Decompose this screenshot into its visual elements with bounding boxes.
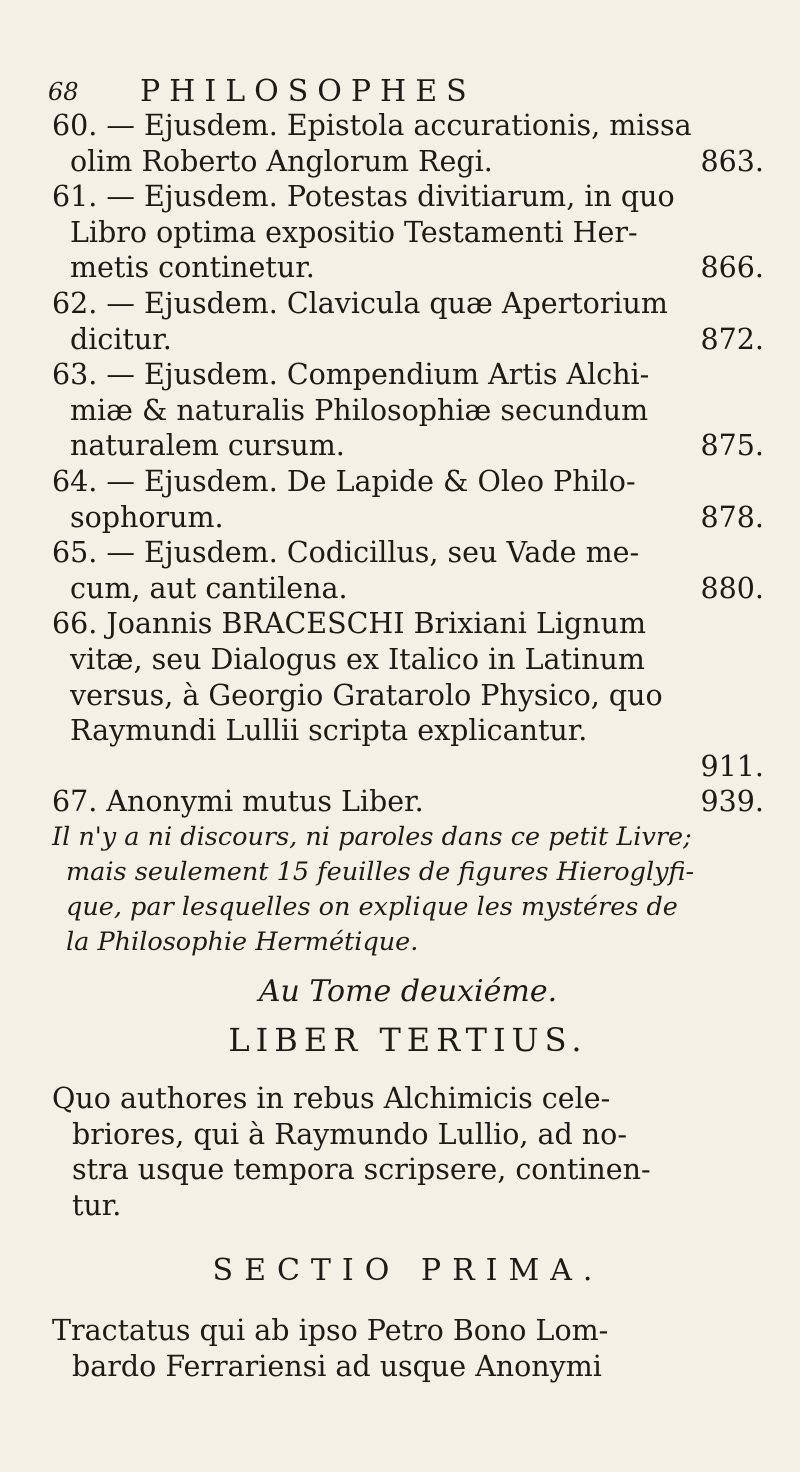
entry-line <box>52 784 764 820</box>
catalog-entry-60 <box>52 108 764 179</box>
page-reference: 911. <box>700 749 764 783</box>
entry-line: 66. Joannis BRACESCHI Brixiani Lignum <box>52 607 646 641</box>
page-reference: 866. <box>700 251 764 285</box>
entry-line <box>52 428 764 464</box>
note-line: la Philosophie Hermétique. <box>66 926 419 957</box>
entry-text: dicitur. <box>70 322 172 356</box>
entry-text: 67. Anonymi mutus Liber. <box>52 785 424 819</box>
section-text <box>52 1313 764 1384</box>
entry-line: 64. — Ejusdem. De Lapide & Oleo Philo- <box>52 464 636 498</box>
catalog-entry-61 <box>52 179 764 286</box>
intro-line: briores, qui à Raymundo Lullio, ad no- <box>72 1117 627 1151</box>
catalog-entry-62 <box>52 286 764 357</box>
entry-line <box>52 250 764 286</box>
entry-line <box>52 322 764 358</box>
section-heading: SECTIO PRIMA. <box>212 1253 604 1289</box>
catalog-entry-66 <box>52 606 764 784</box>
entry-text: sophorum. <box>70 500 224 534</box>
book-intro <box>52 1081 764 1223</box>
page-number: 68 <box>48 78 79 106</box>
catalog-entry-64 <box>52 464 764 535</box>
catalog-entry-67 <box>52 784 764 820</box>
entry-text: naturalem cursum. <box>70 429 345 463</box>
page-reference: 878. <box>700 500 764 534</box>
entry-line: versus, à Georgio Gratarolo Physico, quo <box>70 678 663 712</box>
page-reference: 863. <box>700 144 764 178</box>
page-reference: 872. <box>700 322 764 356</box>
entry-line <box>52 749 764 785</box>
tome-note: Au Tome deuxiéme. <box>258 973 558 1009</box>
entry-line <box>52 144 764 180</box>
intro-line: Quo authores in rebus Alchimicis cele- <box>52 1082 611 1116</box>
note-line: que, par lesquelles on explique les mystéres de <box>66 891 678 922</box>
entry-text: olim Roberto Anglorum Regi. <box>70 144 493 178</box>
entry-line: Libro optima expositio Testamenti Her- <box>70 215 638 249</box>
entry-text: metis continetur. <box>70 251 315 285</box>
section-line: Tractatus qui ab ipso Petro Bono Lom- <box>52 1314 609 1348</box>
french-note <box>52 820 764 960</box>
entry-line <box>52 571 764 607</box>
catalog-entry-63 <box>52 357 764 464</box>
entry-text: cum, aut cantilena. <box>70 571 348 605</box>
intro-line: tur. <box>72 1188 122 1222</box>
entry-line: Raymundi Lullii scripta explicantur. <box>70 714 588 748</box>
book-heading: LIBER TERTIUS. <box>228 1021 588 1060</box>
entry-line: 62. — Ejusdem. Clavicula quæ Apertorium <box>52 286 668 320</box>
entry-line: 63. — Ejusdem. Compendium Artis Alchi- <box>52 358 650 392</box>
entry-line: 61. — Ejusdem. Potestas divitiarum, in quo <box>52 180 675 214</box>
page-reference: 880. <box>700 571 764 605</box>
page-body <box>52 108 764 1384</box>
section-line: bardo Ferrariensi ad usque Anonymi <box>72 1349 602 1383</box>
catalog-entry-65 <box>52 535 764 606</box>
intro-line: stra usque tempora scripsere, continen- <box>72 1153 651 1187</box>
running-title: PHILOSOPHES <box>140 74 476 109</box>
entry-line <box>52 500 764 536</box>
entry-line: vitæ, seu Dialogus ex Italico in Latinum <box>70 642 645 676</box>
note-line: mais seulement 15 feuilles de figures Hieroglyfi- <box>66 856 695 887</box>
entry-line: miæ & naturalis Philosophiæ secundum <box>70 393 649 427</box>
page-reference: 875. <box>700 429 764 463</box>
entry-line: 65. — Ejusdem. Codicillus, seu Vade me- <box>52 536 640 570</box>
note-line: Il n'y a ni discours, ni paroles dans ce petit Livre; <box>52 821 692 852</box>
entry-line: 60. — Ejusdem. Epistola accurationis, missa <box>52 109 692 142</box>
page-reference: 939. <box>700 785 764 819</box>
